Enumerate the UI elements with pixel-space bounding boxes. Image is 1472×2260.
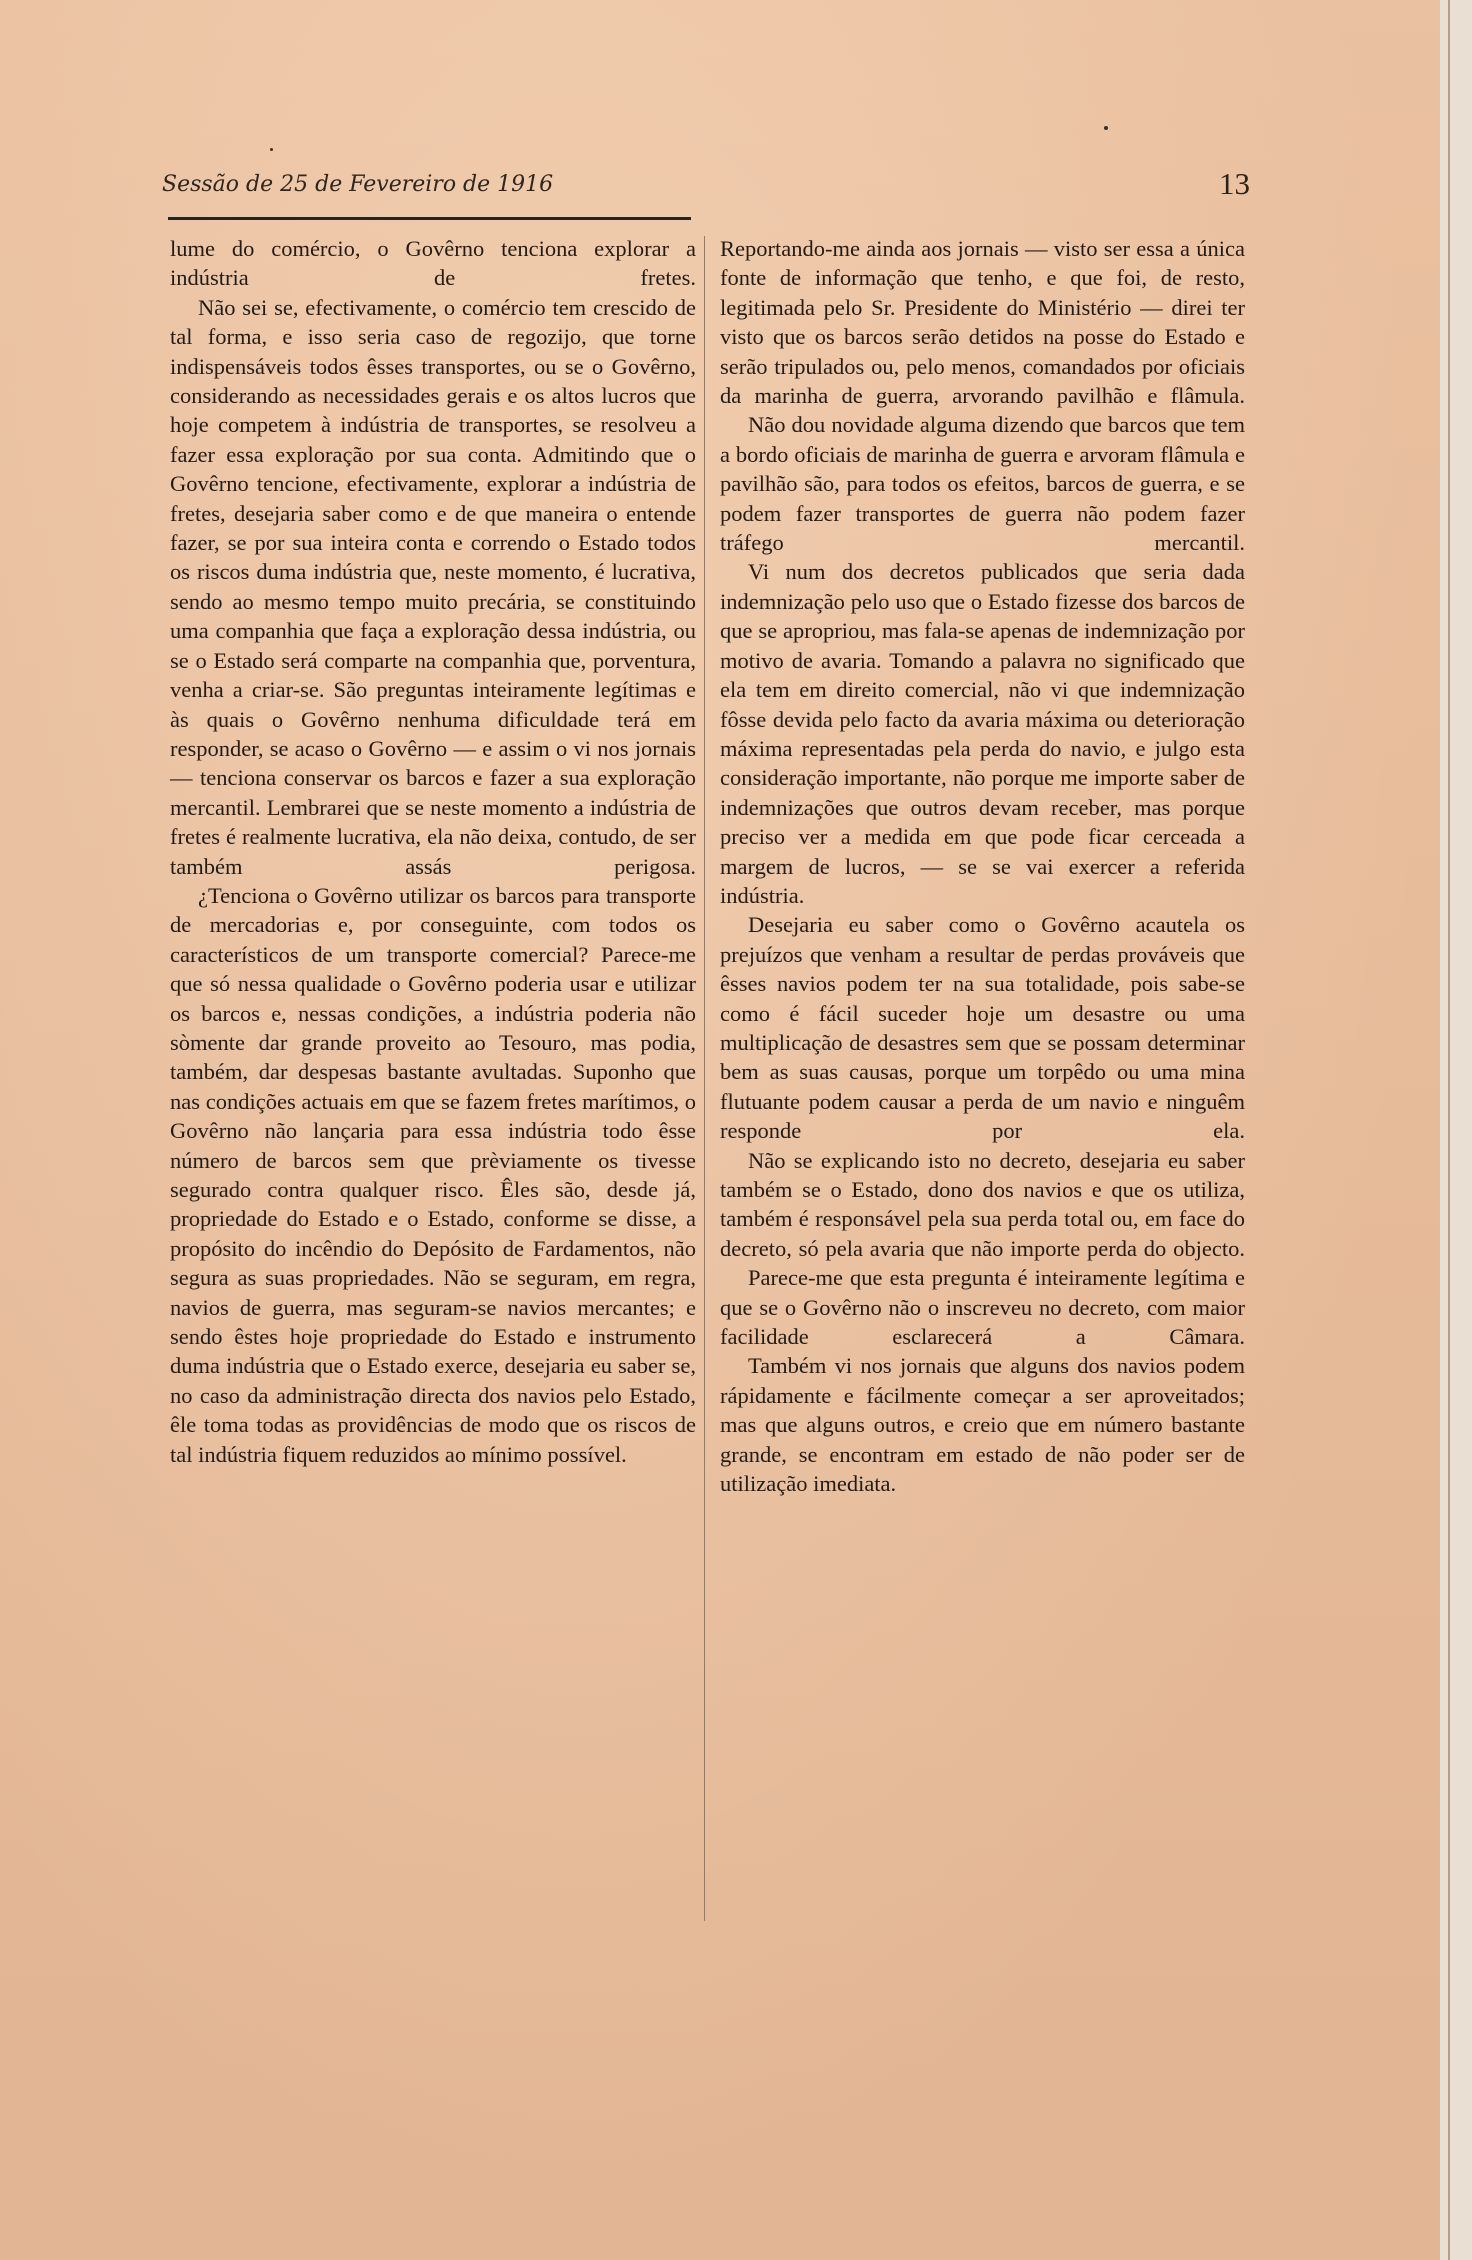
- right-column: [720, 234, 1245, 1498]
- edge-line: [1448, 0, 1450, 2260]
- header-rule: [168, 217, 691, 220]
- paragraph: Não se explicando isto no decreto, desejaria eu saber também se o Estado, dono dos navios e que os utiliza, também é responsável pela sua perda total ou, em face do decreto, só pela avaria que não importe perda do objecto.: [720, 1147, 1245, 1261]
- paragraph: Parece-me que esta pregunta é inteiramente legítima e que se o Govêrno não o inscreveu no decreto, com maior facilidade esclarecerá a Câmara.: [720, 1265, 1245, 1350]
- page-number: 13: [1219, 166, 1250, 201]
- paragraph: Não dou novidade alguma dizendo que barcos que tem a bordo oficiais de marinha de guerra e arvoram flâmula e pavilhão são, para todos os efeitos, barcos de guerra, e se podem fazer transportes de guerra não podem fazer tráfego mercantil.: [720, 412, 1245, 556]
- paragraph: Desejaria eu saber como o Govêrno acautela os prejuízos que venham a resultar de perdas prováveis que êsses navios podem ter na sua totalidade, pois sabe-se como é fácil suceder hoje um desastre ou uma multiplicação de desastres sem que se possam determinar bem as suas causas, porque um torpêdo ou uma mina flutuante podem causar a perda de um navio e ninguêm responde por ela.: [720, 912, 1245, 1144]
- page-edge: [1440, 0, 1472, 2260]
- paragraph: lume do comércio, o Govêrno tenciona explorar a indústria de fretes.: [170, 236, 696, 291]
- paragraph: Reportando-me ainda aos jornais — visto ser essa a única fonte de informação que tenho, e que foi, de resto, legitimada pelo Sr. Presidente do Ministério — direi ter visto que os barcos serão detidos na posse do Estado e serão tripulados ou, pelo menos, comandados por oficiais da marinha de guerra, arvorando pavilhão e flâmula.: [720, 236, 1245, 409]
- paragraph: Não sei se, efectivamente, o comércio tem crescido de tal forma, e isso seria caso de regozijo, que torne indispensáveis todos êsses transportes, ou se o Govêrno, considerando as necessidades gerais e os altos lucros que hoje competem à indústria de transportes, se resolveu a fazer essa exploração por sua conta. Admitindo que o Govêrno tencione, efectivamente, explorar a indústria de fretes, desejaria saber como e de que maneira o entende fazer, se por sua inteira conta e correndo o Estado todos os riscos duma indústria que, neste momento, é lucrativa, sendo ao mesmo tempo muito precária, se constituindo uma companhia que faça a exploração dessa indústria, ou se o Estado será comparte na companhia que, porventura, venha a criar-se. São preguntas inteiramente legítimas e às quais o Govêrno nenhuma dificuldade terá em responder, se acaso o Govêrno — e assim o vi nos jornais — tenciona conservar os barcos e fazer a sua exploração mercantil. Lembrarei que se neste momento a indústria de fretes é realmente lucrativa, ela não deixa, contudo, de ser também assás perigosa.: [170, 294, 696, 879]
- column-separator: [704, 236, 705, 1921]
- left-column: [170, 234, 696, 1469]
- ink-speck: [270, 148, 273, 151]
- paragraph: Vi num dos decretos publicados que seria dada indemnização pelo uso que o Estado fizesse dos barcos de que se apropriou, mas fala-se apenas de indemnização por motivo de avaria. Tomando a palavra no significado que ela tem em direito comercial, não vi que indemnização fôsse devida pelo facto da avaria máxima ou deterioração máxima representadas pela perda do navio, e julgo esta consideração importante, não porque me importe saber de indemnizações que outros devam receber, mas porque preciso ver a medida em que pode ficar cerceada a margem de lucros, — se se vai exercer a referida indústria.: [720, 559, 1245, 908]
- session-title: Sessão de 25 de Fevereiro de 1916: [162, 172, 554, 197]
- paragraph: Também vi nos jornais que alguns dos navios podem rápidamente e fácilmente começar a ser aproveitados; mas que alguns outros, e creio que em número bastante grande, se encontram em estado de não poder ser de utilização imediata.: [720, 1353, 1245, 1497]
- paragraph: ¿Tenciona o Govêrno utilizar os barcos para transporte de mercadorias e, por conseguinte, com todos os característicos de um transporte comercial? Parece-me que só nessa qualidade o Govêrno poderia usar e utilizar os barcos e, nessas condições, a indústria poderia não sòmente dar grande proveito ao Tesouro, mas podia, também, dar despesas bastante avultadas. Suponho que nas condições actuais em que se fazem fretes marítimos, o Govêrno não lançaria para essa indústria todo êsse número de barcos sem que prèviamente os tivesse segurado contra qualquer risco. Êles são, desde já, propriedade do Estado e o Estado, conforme se disse, a propósito do incêndio do Depósito de Fardamentos, não segura as suas propriedades. Não se seguram, em regra, navios de guerra, mas seguram-se navios mercantes; e sendo êstes hoje propriedade do Estado e instrumento duma indústria que o Estado exerce, desejaria eu saber se, no caso da administração directa dos navios pelo Estado, êle toma todas as providências de modo que os riscos de tal indústria fiquem reduzidos ao mínimo possível.: [170, 882, 696, 1467]
- page-header: [162, 166, 1250, 210]
- ink-speck: [1104, 126, 1108, 130]
